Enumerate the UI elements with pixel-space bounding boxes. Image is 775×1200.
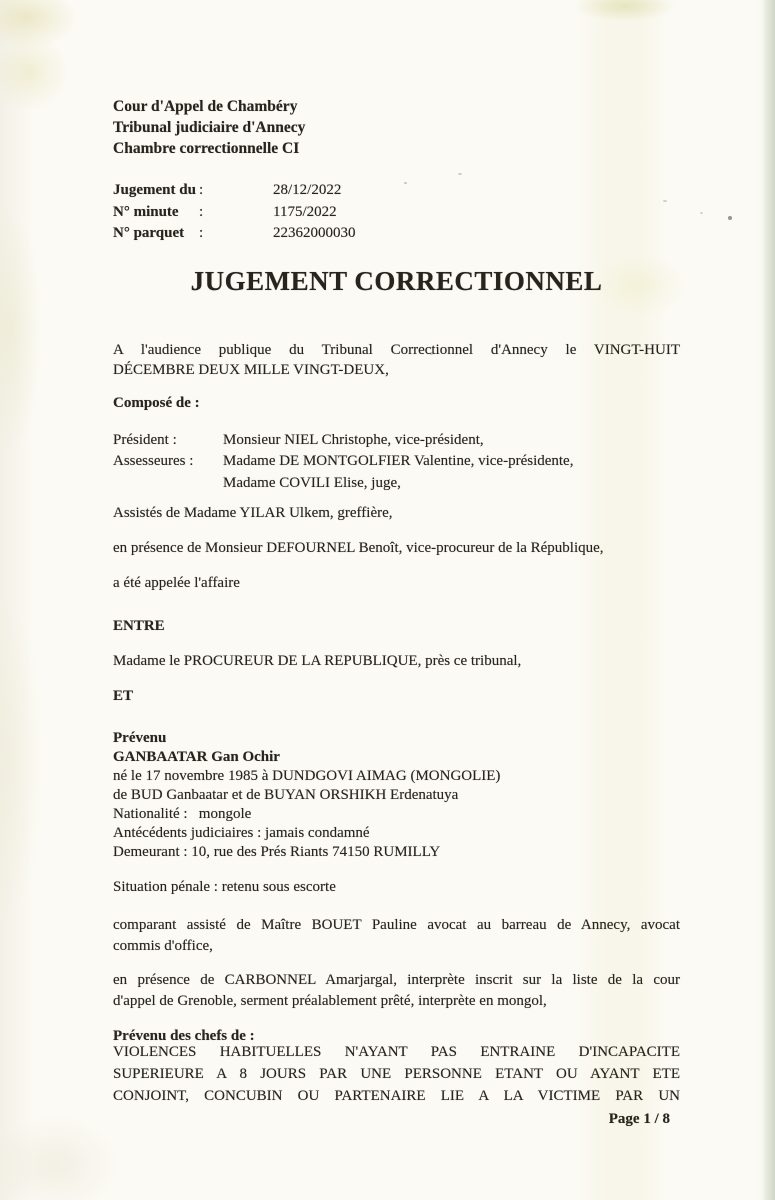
counsel-line: commis d'office,	[113, 937, 213, 954]
defendant-heading: Prévenu	[113, 730, 167, 746]
defendant-block	[113, 729, 680, 862]
case-called-line: a été appelée l'affaire	[113, 575, 240, 591]
role-value: Madame COVILI Elise, juge,	[223, 474, 401, 491]
prosecutor-line: en présence de Monsieur DEFOURNEL Benoît, vice-procureur de la République,	[113, 540, 604, 556]
penal-status-line: Situation pénale : retenu sous escorte	[113, 879, 336, 895]
meta-label: N° parquet	[113, 225, 185, 241]
court-line: Chambre correctionnelle CI	[113, 140, 300, 157]
defendant-record-line: Antécédents judiciaires : jamais condamné	[113, 825, 370, 841]
defendant-birth-line: né le 17 novembre 1985 à DUNDGOVI AIMAG (MONGOLIE)	[113, 768, 501, 784]
meta-separator: :	[199, 225, 204, 241]
meta-row-minute-number	[113, 202, 680, 224]
charge-line: SUPERIEURE A 8 JOURS PAR UNE PERSONNE ETANT OU AYANT ETE	[113, 1066, 680, 1082]
judgment-meta	[113, 180, 680, 245]
counsel-line: comparant assisté de Maître BOUET Pauline avocat au barreau de Annecy, avocat	[113, 917, 680, 933]
defendant-address-line: Demeurant : 10, rue des Prés Riants 74150 RUMILLY	[113, 844, 441, 860]
between-heading: ENTRE	[113, 618, 165, 634]
defendant-parents-line: de BUD Ganbaatar et de BUYAN ORSHIKH Erdenatuya	[113, 787, 459, 803]
meta-value: 1175/2022	[273, 203, 337, 220]
composition-rows	[113, 430, 680, 494]
role-label: Assesseures :	[113, 453, 194, 470]
composition-row-assessor-1	[113, 451, 680, 472]
scan-speckle	[458, 173, 462, 175]
charges-heading: Prévenu des chefs de :	[113, 1028, 255, 1044]
counsel-paragraph	[113, 915, 680, 956]
meta-separator: :	[199, 203, 204, 220]
scan-speckle	[728, 216, 732, 220]
court-line: Tribunal judiciaire d'Annecy	[113, 119, 306, 136]
page-number: Page 1 / 8	[608, 1111, 670, 1127]
document-title: JUGEMENT CORRECTIONNEL	[190, 266, 603, 296]
interpreter-paragraph	[113, 970, 680, 1011]
charge-line: VIOLENCES HABITUELLES N'AYANT PAS ENTRAINE D'INCAPACITE	[113, 1044, 680, 1060]
charge-line: CONJOINT, CONCUBIN OU PARTENAIRE LIE A LA VICTIME PAR UN	[113, 1088, 680, 1104]
role-label: Président :	[113, 432, 177, 448]
meta-label: Jugement du	[113, 182, 196, 198]
scan-speckle	[700, 212, 703, 214]
meta-row-parquet-number	[113, 223, 680, 245]
clerk-line: Assistés de Madame YILAR Ulkem, greffière,	[113, 505, 393, 521]
meta-value: 22362000030	[273, 225, 356, 241]
interpreter-line: d'appel de Grenoble, serment préalablement prêté, interprète en mongol,	[113, 992, 547, 1009]
audience-line: A l'audience publique du Tribunal Correctionnel d'Annecy le VINGT-HUIT	[113, 342, 680, 358]
role-label	[113, 473, 223, 494]
defendant-nationality-line: Nationalité : mongole	[113, 806, 252, 822]
interpreter-line: en présence de CARBONNEL Amarjargal, interprète inscrit sur la liste de la cour	[113, 972, 680, 988]
role-value: Monsieur NIEL Christophe, vice-président,	[223, 432, 484, 448]
meta-separator: :	[199, 182, 204, 198]
role-value: Madame DE MONTGOLFIER Valentine, vice-présidente,	[223, 453, 574, 470]
audience-paragraph	[113, 340, 680, 380]
composition-heading: Composé de :	[113, 395, 200, 411]
meta-value: 28/12/2022	[273, 182, 342, 198]
composition-row-president	[113, 430, 680, 451]
audience-line: DÉCEMBRE DEUX MILLE VINGT-DEUX,	[113, 362, 389, 378]
court-line: Cour d'Appel de Chambéry	[113, 98, 298, 115]
court-header	[113, 96, 680, 159]
meta-label: N° minute	[113, 203, 179, 220]
charges-paragraph	[113, 1041, 680, 1107]
defendant-name: GANBAATAR Gan Ochir	[113, 749, 280, 765]
meta-row-judgment-date	[113, 180, 680, 202]
and-heading: ET	[113, 688, 134, 704]
plaintiff-line: Madame le PROCUREUR DE LA REPUBLIQUE, près ce tribunal,	[113, 653, 522, 669]
composition-row-assessor-2	[113, 473, 680, 494]
